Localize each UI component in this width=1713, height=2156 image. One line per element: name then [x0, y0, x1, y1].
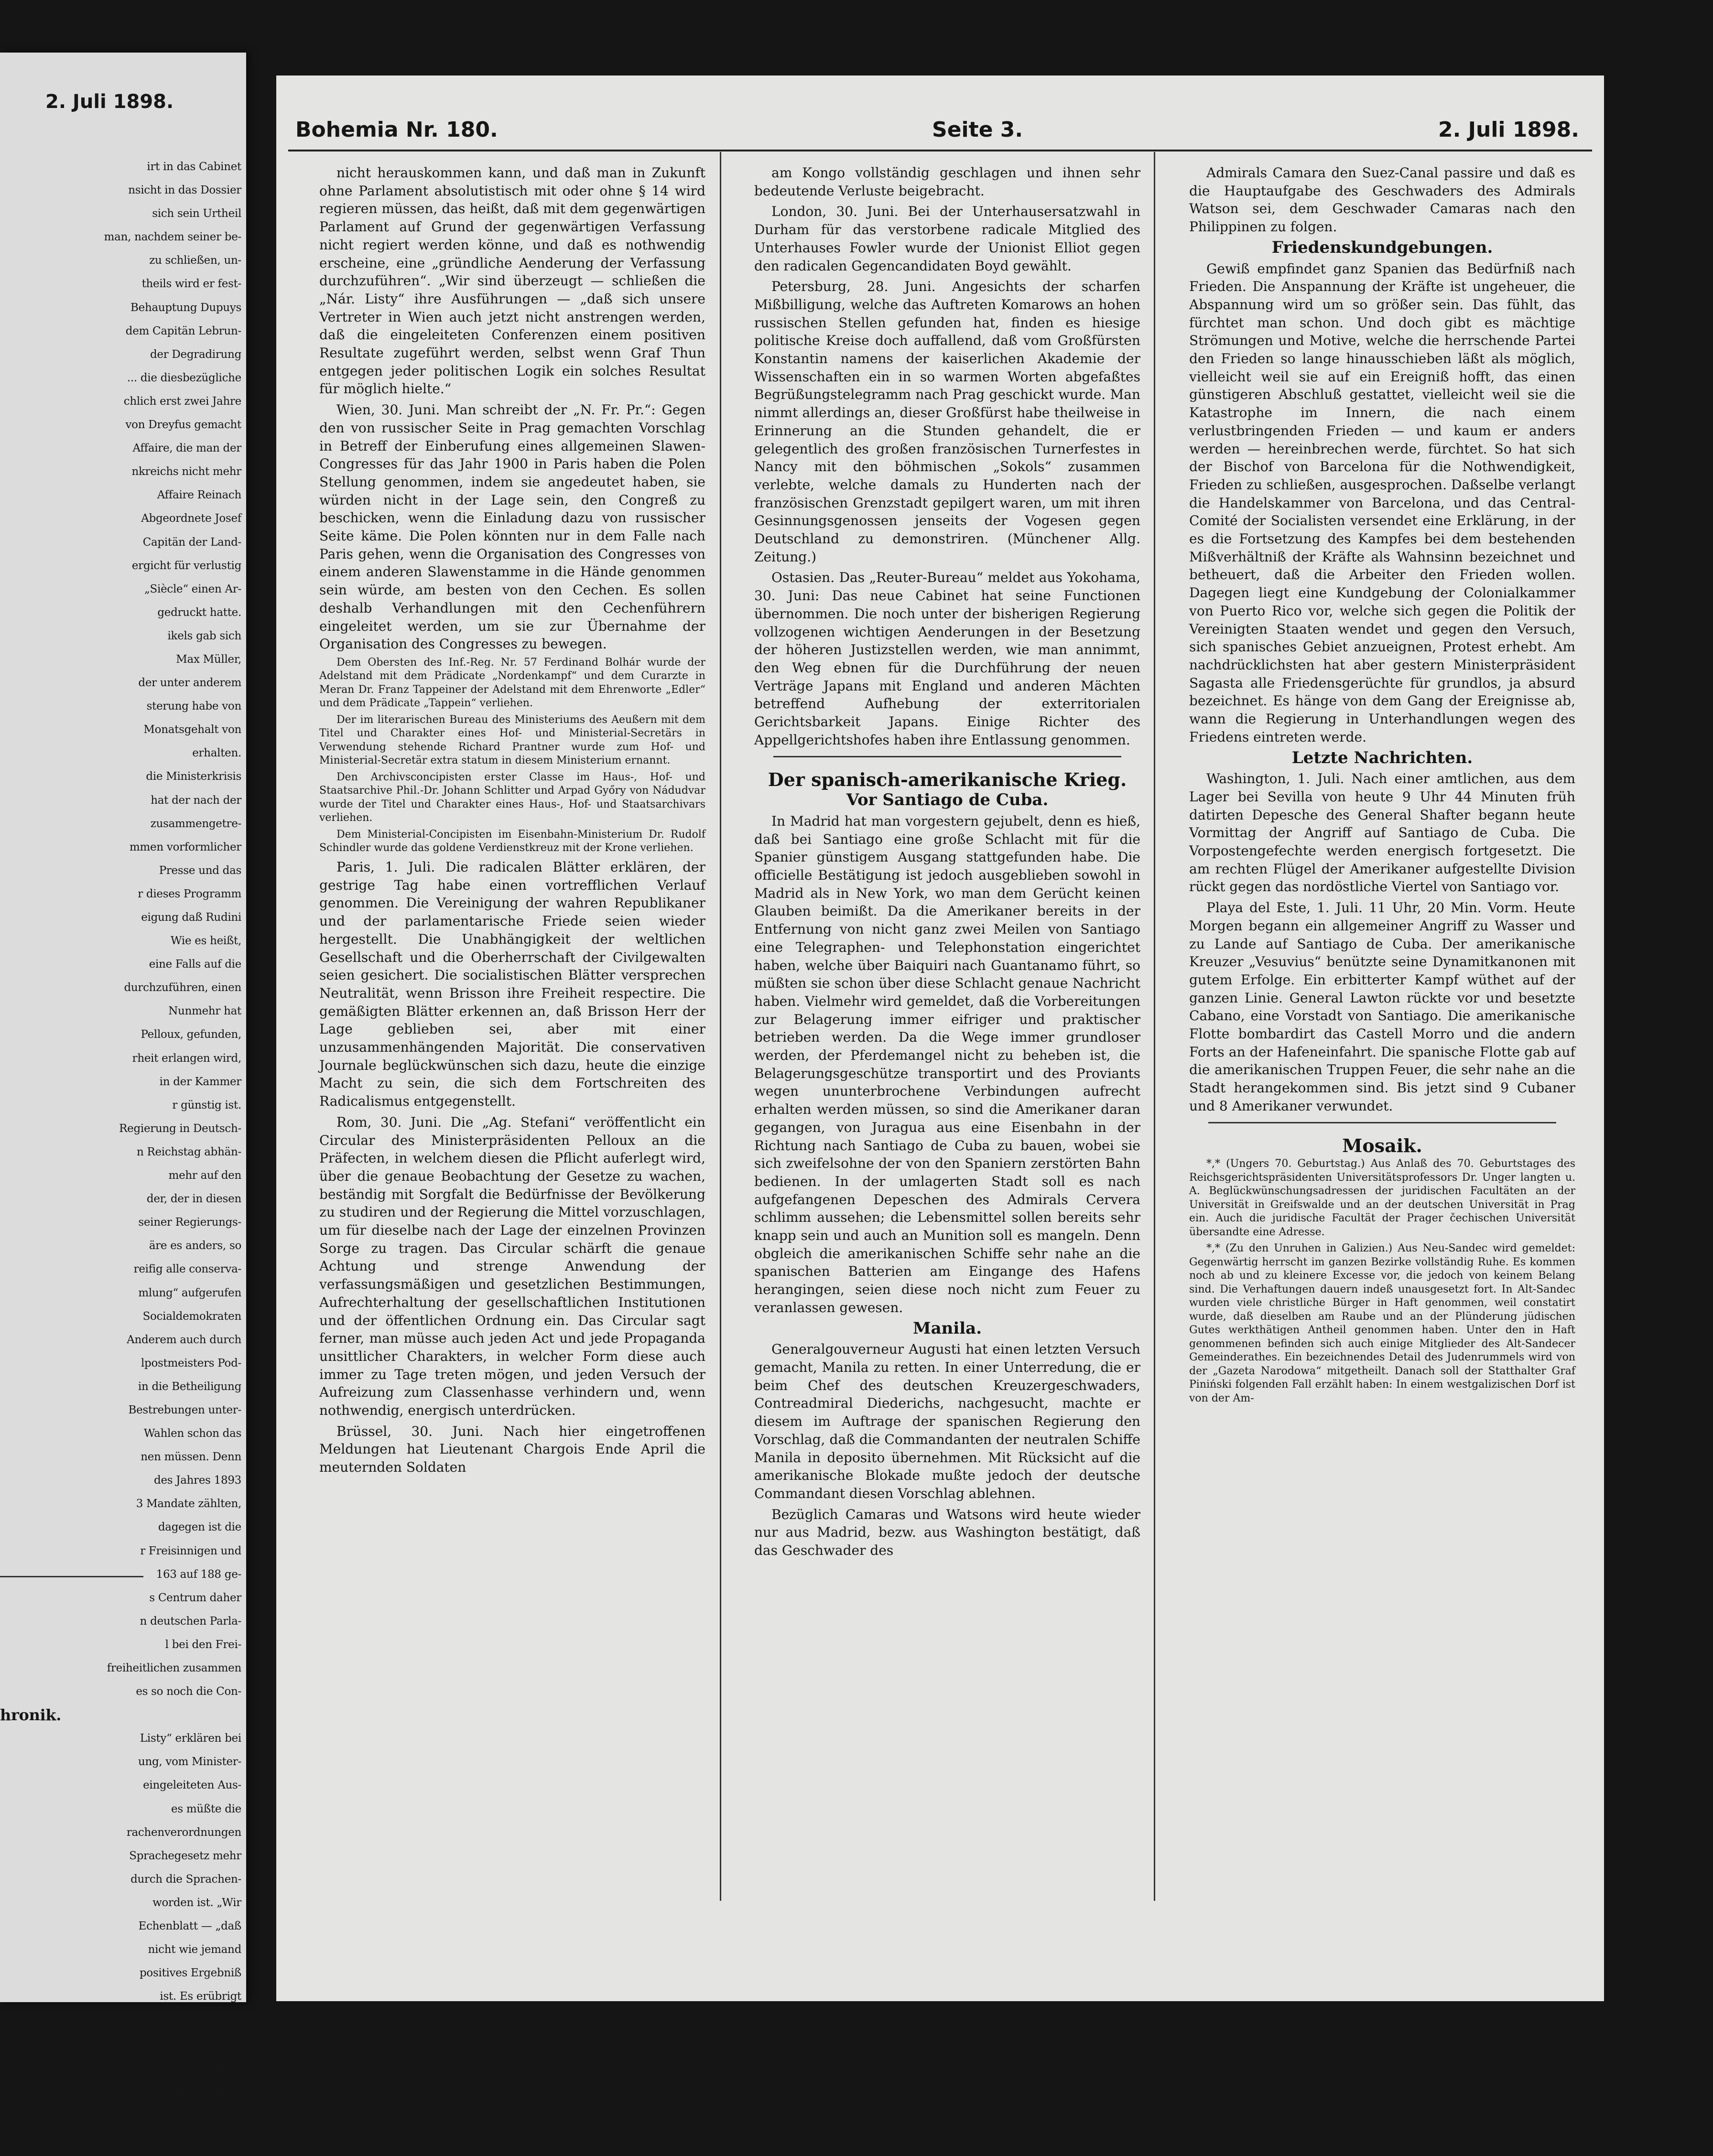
left-page-line: reifig alle conserva- [133, 1263, 241, 1276]
left-page-line: nsicht in das Dossier [128, 184, 241, 197]
left-page-line: chlich erst zwei Jahre [123, 395, 241, 408]
left-page-heading: hronik. [0, 1706, 62, 1725]
notice-paragraph: Dem Obersten des Inf.-Reg. Nr. 57 Ferdinand Bolhár wurde der Adelstand mit dem Prädicate „Nordenkampf“ und dem Curarzte in Meran Dr. Franz Tappeiner der Adelstand mit dem Ehrenworte „Edler“ und dem Prädicate „Tappein“ verliehen. [319, 656, 705, 710]
article-paragraph: Brüssel, 30. Juni. Nach hier eingetroffenen Meldungen hat Lieutenant Chargois Ende April die meuternden Soldaten [319, 1423, 705, 1476]
article-paragraph: Wien, 30. Juni. Man schreibt der „N. Fr. Pr.“: Gegen den von russischer Seite in Prag gemachten Vorschlag in Betreff der Einberufung eines allgemeinen Slawen-Congresses für das Jahr 1900 in Paris haben die Polen Stellung genommen, indem sie angedeutet haben, sie würden nicht in der Lage sein, den Congreß zu beschicken, wenn die Einladung dazu von russischer Seite käme. Die Polen könnten nur in dem Falle nach Paris gehen, wenn die Organisation des Congresses von einem anderen Slawenstamme in die Hände genommen sein würde, am besten von den Cechen. Es sollen deshalb Verhandlungen mit den Cechenführern eingeleitet werden, um sie zur Übernahme der Organisation des Congresses zu bewegen. [319, 402, 705, 652]
section-title: Mosaik. [1342, 1134, 1422, 1156]
left-page-line: dagegen ist die [158, 1521, 241, 1534]
column-divider [720, 152, 721, 1901]
left-page-line: Max Müller, [176, 653, 241, 666]
left-page-line: Affaire, die man der [132, 442, 241, 455]
left-page-line: und des Friedens [147, 2060, 241, 2073]
left-page-line: den Bedrängniß [153, 2084, 241, 2097]
left-page-line: es müßte die [171, 1802, 241, 1815]
left-page-line: r Freisinnigen und [140, 1544, 241, 1557]
left-page-line: freiheitlichen zusammen [107, 1662, 241, 1674]
left-page-line: nicht wie jemand [148, 1943, 241, 1956]
left-page-text [0, 155, 241, 2097]
left-page-line: Wie es heißt, [170, 935, 241, 948]
left-page-line: zusammengetre- [150, 817, 241, 830]
article-paragraph: Petersburg, 28. Juni. Angesichts der scharfen Mißbilligung, welche das Auftreten Komarows an hohen russischen Stellen gefunden hat, finden es hiesige politische Kreise doch auffallend, daß vom Großfürsten Konstantin namens der kaiserlichen Akademie der Wissenschaften ein in so warmen Worten abgefaßtes Begrüßungstelegramm nach Prag geschickt wurde. Man nimmt allerdings an, dieser Großfürst habe theilweise in Erinnerung an die Stunden gehandelt, die er gelegentlich des großen französischen Turnerfestes in Nancy mit den böhmischen „Sokols“ zusammen verlebte, welche damals zu Hunderten nach der französischen Grenzstadt gepilgert waren, um mit ihren Gesinnungsgenossen jenseits der Vogesen gegen Deutschland zu demonstriren. (Münchener Allg. Zeitung.) [754, 279, 1140, 565]
left-page-line: Presse und das [159, 864, 241, 877]
column-2 [754, 164, 1140, 1989]
notice-paragraph: *,* (Ungers 70. Geburtstag.) Aus Anlaß des 70. Geburtstages des Reichsgerichtspräsidenten Universitätsprofessors Dr. Unger langten u. A. Beglückwünschungsadressen der juridischen Facultäten an der Universität in Greifswalde und an der deutschen Universität in Prag ein. Auch die juridische Facultät der Prager čechischen Universität übersandte eine Adresse. [1189, 1158, 1575, 1238]
section-rule [773, 756, 1121, 757]
column-1 [319, 164, 705, 1989]
left-page-line: in die Betheiligung [138, 1380, 241, 1393]
left-page-date: 2. Juli 1898. [45, 91, 174, 113]
left-page-line: ergicht für verlustig [131, 559, 241, 572]
left-page-rule [0, 1576, 143, 1577]
article-paragraph: Ostasien. Das „Reuter-Bureau“ meldet aus Yokohama, 30. Juni: Das neue Cabinet hat seine Functionen übernommen. Die noch unter der bisherigen Regierung vollzogenen wichtigen Aenderungen in der Besetzung der höheren Justizstellen werden, wie man annimmt, den Weg ebnen für die Durchführung der neuen Verträge Japans mit England und anderen Mächten betreffend Aufhebung der exterritorialen Gerichtsbarkeit Japans. Einige Richter des Appellgerichtshofes haben ihre Entlassung genommen. [754, 570, 1140, 748]
article-paragraph: In Madrid hat man vorgestern gejubelt, denn es hieß, daß bei Santiago eine große Schlacht mit für die Spanier günstigem Ausgang stattgefunden habe. Die officielle Bestätigung ist jedoch ausgeblieben sowohl in Madrid als in New York, wo man dem Gerücht keinen Glauben beimißt. Da die Amerikaner bereits in der Entfernung von nicht ganz zwei Meilen von Santiago eine Telegraphen- und Telephonstation eingerichtet haben, welche über Baiquiri nach Guantanamo führt, so müßten sie schon über diese Schlacht genaue Nachricht haben. Vielmehr wird gemeldet, daß die Vorbereitungen zur Belagerung immer eifriger und praktischer betrieben werden. Da die Wege immer grundloser werden, der Pferdemangel nicht zu beheben ist, die Belagerungsgeschütze transportirt und des Proviants wegen ununterbrochene Verbindungen aufrecht erhalten werden müssen, so sind die Amerikaner daran gegangen, von Juragua aus eine Eisenbahn in der Richtung nach Santiago de Cuba zu bauen, wobei sie sich zweifelsohne der von den Spaniern zerstörten Bahn bedienen. In der umlagerten Stadt soll es nach aufgefangenen Depeschen des Admirals Cervera schlimm aussehen; die Lebensmittel sollen bereits sehr knapp sein und auch an Munition soll es mangeln. Denn obgleich die amerikanischen Schiffe sehr nahe an die spanischen Batterien am Eingange des Hafens herangingen, seien diese noch nicht zum Feuer zu veranlassen gewesen. [754, 813, 1140, 1315]
left-page-line: nen müssen. Denn [141, 1451, 241, 1464]
article-paragraph: am Kongo vollständig geschlagen und ihnen sehr bedeutende Verluste beigebracht. [754, 165, 1140, 199]
left-page-line: eine Falls auf die [149, 958, 241, 971]
left-page-line: ges um die Durch- [141, 2037, 241, 2050]
subsection-title: Manila. [912, 1318, 982, 1338]
page-header [276, 75, 1604, 142]
article-paragraph: Generalgouverneur Augusti hat einen letzten Versuch gemacht, Manila zu retten. In einer Unterredung, die er beim Chef des deutschen Kreuzergeschwaders, Contreadmiral Diederichs, nachgesucht, machte er diesem im Auftrage der spanischen Regierung den Vorschlag, daß die Commandanten der neutralen Schiffe Manila in deposito übernehmen. Mit Rücksicht auf die amerikanische Blokade mußte jedoch der deutsche Commandant diesen Vorschlag ablehnen. [754, 1341, 1140, 1501]
header-page-number: Seite 3. [932, 118, 1023, 142]
subsection-title: Vor Santiago de Cuba. [846, 790, 1049, 810]
left-page-line: ist. Es erübrigt [160, 1990, 241, 2003]
left-page-line: Volk auszu- [180, 2014, 241, 2027]
left-page-line: positives Ergebniß [139, 1967, 241, 1980]
left-page-line: Affaire Reinach [157, 489, 241, 502]
left-page-line: theils wird er fest- [141, 278, 241, 291]
article-paragraph: Rom, 30. Juni. Die „Ag. Stefani“ veröffentlicht ein Circular des Ministerpräsidenten Pelloux an die Präfecten, in welchem diesen die Pflicht auferlegt wird, über die genaue Beobachtung der Gesetze zu wachen, beständig mit Sorgfalt die Bedürfnisse der Bevölkerung zu studiren und der Regierung die Mittel vorzuschlagen, um für dieselbe nach der Lage der einzelnen Provinzen Sorge zu tragen. Das Circular schärft die genaue Achtung und strenge Anwendung der verfassungsmäßigen und gesetzlichen Bestimmungen, Aufrechterhaltung der gesellschaftlichen Institutionen und der öffentlichen Ordnung ein. Das Circular sagt ferner, man müsse auch jeden Act und jede Propaganda unsittlicher Charakters, in welcher Form diese auch immer zu Tage treten mögen, und jeden Versuch der Aufreizung zum Classenhasse verhindern und, wenn nothwendig, energisch unterdrücken. [319, 1114, 705, 1419]
left-page-line: man, nachdem seiner be- [104, 231, 241, 244]
left-page-line: Regierung in Deutsch- [119, 1122, 241, 1135]
left-page-line: Wahlen schon das [143, 1427, 241, 1440]
left-page-line: mmen vorformlicher [130, 841, 241, 853]
notice-paragraph: Den Archivsconcipisten erster Classe im Haus-, Hof- und Staatsarchive Phil.-Dr. Johann Schlitter und Arpad Győry von Nádudvar wurde der Titel und Charakter eines Haus-, Hof- und Staatsarchivars verliehen. [319, 771, 705, 824]
subsection-title: Friedenskundgebungen. [1271, 237, 1493, 257]
notice-paragraph: *,* (Zu den Unruhen in Galizien.) Aus Neu-Sandec wird gemeldet: Gegenwärtig herrscht im ganzen Bezirke vollständig Ruhe. Es kommen noch ab und zu kleinere Excesse vor, die jedoch von keinem Belang sind. Die Verhaftungen dauern indeß unausgesetzt fort. In Alt-Sandec wurden viele christliche Bürger in Haft genommen, weil constatirt wurde, daß dieselben am Raube und an der Plünderung jüdischen Gutes werkthätigen Antheil genommen haben. Unter den in Haft genommenen befinden sich auch einige Mitglieder des Alt-Sandecer Gemeinderathes. Ein bezeichnendes Detail des Judenrummels wird von der „Gazeta Narodowa“ mitgetheilt. Danach soll der Statthalter Graf Piniński folgenden Fall erzählt haben: In einem westgalizischen Dorf ist von der Am- [1189, 1242, 1575, 1404]
left-page-line: Pelloux, gefunden, [141, 1028, 241, 1041]
article-paragraph: nicht herauskommen kann, und daß man in Zukunft ohne Parlament absolutistisch mit oder ohne § 14 wird regieren müssen, das heißt, daß mit dem gegenwärtigen Parlament auf Grund der gegenwärtigen Verfassung nicht regiert werden könne, und daß es nothwendig erscheine, eine „gründliche Aenderung der Verfassung durchzuführen“. „Wir sind überzeugt — schließen die „Nár. Listy“ ihre Ausführungen — „daß sich unsere Vertreter in Wien auch jetzt nicht anstrengen werden, daß die eingeleiteten Conferenzen einem positiven Resultate zugeführt werden, selbst wenn Graf Thun entgegen jeder politischen Logik ein solches Resultat für möglich hielte.“ [319, 165, 705, 397]
left-page-line: sich sein Urtheil [152, 207, 241, 220]
column-divider [1154, 152, 1155, 1901]
left-page-line: Socialdemokraten [142, 1310, 241, 1323]
left-page-line: es so noch die Con- [136, 1685, 241, 1698]
header-rule [288, 150, 1592, 151]
left-page-line: seiner Regierungs- [138, 1216, 241, 1229]
left-page-line: durch die Sprachen- [130, 1873, 241, 1886]
article-paragraph: Admirals Camara den Suez-Canal passire und daß es die Hauptaufgabe des Geschwaders des Admirals Watson sei, dem Geschwader Camaras nach den Philippinen zu folgen. [1189, 165, 1575, 235]
left-page-line: rachenverordnungen [126, 1826, 241, 1839]
left-page-line: der, der in diesen [146, 1193, 241, 1206]
left-page-line: ung, vom Minister- [138, 1756, 241, 1768]
left-page-line: die Ministerkrisis [146, 770, 241, 783]
left-page-line: Abgeordnete Josef [141, 512, 241, 525]
left-page-line: r günstig ist. [172, 1099, 241, 1111]
left-page-line: erhalten. [192, 747, 241, 760]
left-page-line: zu schließen, un- [149, 254, 241, 267]
left-page-line: des Jahres 1893 [154, 1474, 241, 1487]
left-page-line: äre es anders, so [149, 1240, 241, 1252]
left-page-line: dem Capitän Lebrun- [125, 324, 241, 337]
header-masthead: Bohemia Nr. 180. [295, 118, 498, 142]
newspaper-page [276, 75, 1604, 2001]
notice-paragraph: Dem Ministerial-Concipisten im Eisenbahn-Ministerium Dr. Rudolf Schindler wurde das goldene Verdienstkreuz mit der Krone verliehen. [319, 828, 705, 854]
left-page-line: 3 Mandate zählten, [136, 1498, 241, 1510]
article-paragraph: Bezüglich Camaras und Watsons wird heute wieder nur aus Madrid, bezw. aus Washington bestätigt, daß das Geschwader des [754, 1506, 1140, 1559]
left-page-line: n Reichstag abhän- [136, 1145, 241, 1158]
left-page-line: der Degradirung [150, 348, 241, 361]
left-page-line: „Siècle“ einen Ar- [144, 582, 241, 595]
section-title: Der spanisch-amerikanische Krieg. [768, 768, 1127, 790]
left-page-line: Sprachegesetz mehr [129, 1849, 241, 1862]
left-page-line: ... die diesbezügliche [127, 371, 241, 384]
article-paragraph: Paris, 1. Juli. Die radicalen Blätter erklären, der gestrige Tag habe einen vortrefflichen Verlauf genommen. Die Vereinigung der wahren Republikaner und der parlamentarische Friede seien wieder hergestellt. Die Unabhängigkeit der weltlichen Gesellschaft und die Oberherrschaft der Civilgewalten seien gesichert. Die socialistischen Blätter versprechen Neutralität, wenn Brisson ihre Freiheit respectire. Die gemäßigten Blätter erkennen an, daß Brisson Herr der Lage geblieben sei, aber mit einer unzusammenhängenden Majorität. Die conservativen Journale beglückwünschen sich dazu, heute die einzige Macht zu sein, die sich dem Fortschreiten des Radicalismus entgegenstellt. [319, 859, 705, 1110]
column-3 [1189, 164, 1575, 1989]
left-page-line: s Centrum daher [149, 1591, 241, 1604]
left-page-line: ikels gab sich [167, 629, 241, 642]
left-page-line: durchzuführen, einen [124, 981, 241, 994]
left-page-line: hat der nach der [151, 794, 241, 807]
left-page-line: Listy“ erklären bei [140, 1732, 241, 1745]
left-page-line: Echenblatt — „daß [138, 1920, 241, 1933]
left-page-line: lpostmeisters Pod- [141, 1357, 241, 1369]
notice-paragraph: Der im literarischen Bureau des Ministeriums des Aeußern mit dem Titel und Charakter eines Hof- und Ministerial-Secretärs in Verwendung stehende Richard Prantner wurde zum Hof- und Ministerial-Secretär extra statum in diesem Ministerium ernannt. [319, 713, 705, 767]
left-page-line: Nunmehr hat [168, 1005, 241, 1018]
left-page-line: n deutschen Parla- [140, 1615, 241, 1628]
left-page-line: in der Kammer [159, 1075, 241, 1088]
left-page-line: irt in das Cabinet [147, 161, 241, 173]
left-page-line: von Dreyfus gemacht [125, 419, 241, 431]
left-page-line: 163 auf 188 ge- [156, 1568, 241, 1581]
article-paragraph: Washington, 1. Juli. Nach einer amtlichen, aus dem Lager bei Sevilla von heute 9 Uhr 44 Minuten früh datirten Depesche des General Shafter begann heute Vormittag der Angriff auf Santiago de Cuba. Die Vorpostengefechte werden energisch fortgesetzt. Die am rechten Flügel der Amerikaner aufgestellte Division rückt gegen das nordöstliche Viertel von Santiago vor. [1189, 771, 1575, 895]
left-page-line: r dieses Programm [138, 887, 241, 900]
section-rule [1208, 1122, 1556, 1123]
previous-page-edge [0, 53, 246, 2097]
left-page-line: mehr auf den [168, 1169, 241, 1182]
left-page-line: eingeleiteten Aus- [143, 1779, 241, 1792]
left-page-line: sterung habe von [146, 700, 241, 713]
header-date: 2. Juli 1898. [1438, 118, 1579, 142]
left-page-line: Monatsgehalt von [143, 723, 241, 736]
left-page-line: Capitän der Land- [142, 536, 241, 549]
article-paragraph: Gewiß empfindet ganz Spanien das Bedürfniß nach Frieden. Die Anspannung der Kräfte ist ungeheuer, die Abspannung wird um so größer sein. Das fühlt, das fürchtet man schon. Und doch gibt es mächtige Strömungen und Motive, welche die herrschende Partei den Frieden so lange hinausschieben läßt als möglich, vielleicht weil sie auf ein Ereigniß hofft, das einen günstigeren Abschluß gestattet, vielleicht weil sie die Katastrophe im Innern, die nach einem verlustbringenden Frieden — und kaum er anders werden — hereinbrechen werde, fürchtet. So hat sich der Bischof von Barcelona für die Nothwendigkeit, Frieden zu schließen, ausgesprochen. Daßselbe verlangt die Handelskammer von Barcelona, und das Central-Comité der Socialisten versendet eine Erklärung, in der es die Fortsetzung des Kampfes bei dem bestehenden Mißverhältniß der Kräfte als Wahnsinn bezeichnet und betheuert, daß die Arbeiter den Frieden wollen. Dagegen liegt eine Kundgebung der Colonialkammer von Puerto Rico vor, welche sich gegen die Politik der Vereinigten Staaten wendet und gegen den Versuch, sich spanisches Gebiet anzueignen, Protest erhebt. Am nachdrücklichsten hat aber gestern Ministerpräsident Sagasta alle Friedensgerüchte für grundlos, ja absurd bezeichnet. Es hänge von dem Gang der Ereignisse ab, wann die Regierung in Unterhandlungen wegen des Friedens eintreten werde. [1189, 260, 1575, 745]
left-page-line: l bei den Frei- [165, 1638, 241, 1651]
article-paragraph: London, 30. Juni. Bei der Unterhausersatzwahl in Durham für das verstorbene radicale Mitglied des Unterhauses Fowler wurde der Unionist Elliot gegen den radicalen Gegencandidaten Boyd gewählt. [754, 204, 1140, 274]
left-page-line: Bestrebungen unter- [128, 1403, 241, 1416]
left-page-line: worden ist. „Wir [152, 1896, 241, 1909]
left-page-line: rheit erlangen wird, [132, 1052, 241, 1065]
left-page-line: eigung daß Rudini [141, 911, 241, 924]
left-page-line: Behauptung Dupuys [130, 301, 241, 314]
left-page-line: der unter anderem [138, 677, 241, 690]
left-page-line: gedruckt hatte. [157, 606, 241, 619]
left-page-line: nkreichs nicht mehr [131, 465, 241, 478]
article-paragraph: Playa del Este, 1. Juli. 11 Uhr, 20 Min. Vorm. Heute Morgen begann ein allgemeiner Angriff zu Wasser und zu Lande auf Santiago de Cuba. Der amerikanische Kreuzer „Vesuvius“ benützte seine Dynamitkanonen mit gutem Erfolge. Ein erbitterter Kampf wüthet auf der ganzen Linie. General Lawton rückte vor und besetzte Cabano, eine Vorstadt von Santiago. Die amerikanische Flotte bombardirt das Castell Morro und die andern Forts an der Hafeneinfahrt. Die spanische Flotte gab auf die amerikanischen Truppen Feuer, die sehr nahe an die Stadt herangekommen sind. Bis jetzt sind 9 Cubaner und 8 Amerikaner verwundet. [1189, 900, 1575, 1114]
left-page-line: Anderem auch durch [127, 1333, 241, 1346]
left-page-line: mlung“ aufgerufen [138, 1286, 241, 1299]
subsection-title: Letzte Nachrichten. [1291, 748, 1473, 767]
